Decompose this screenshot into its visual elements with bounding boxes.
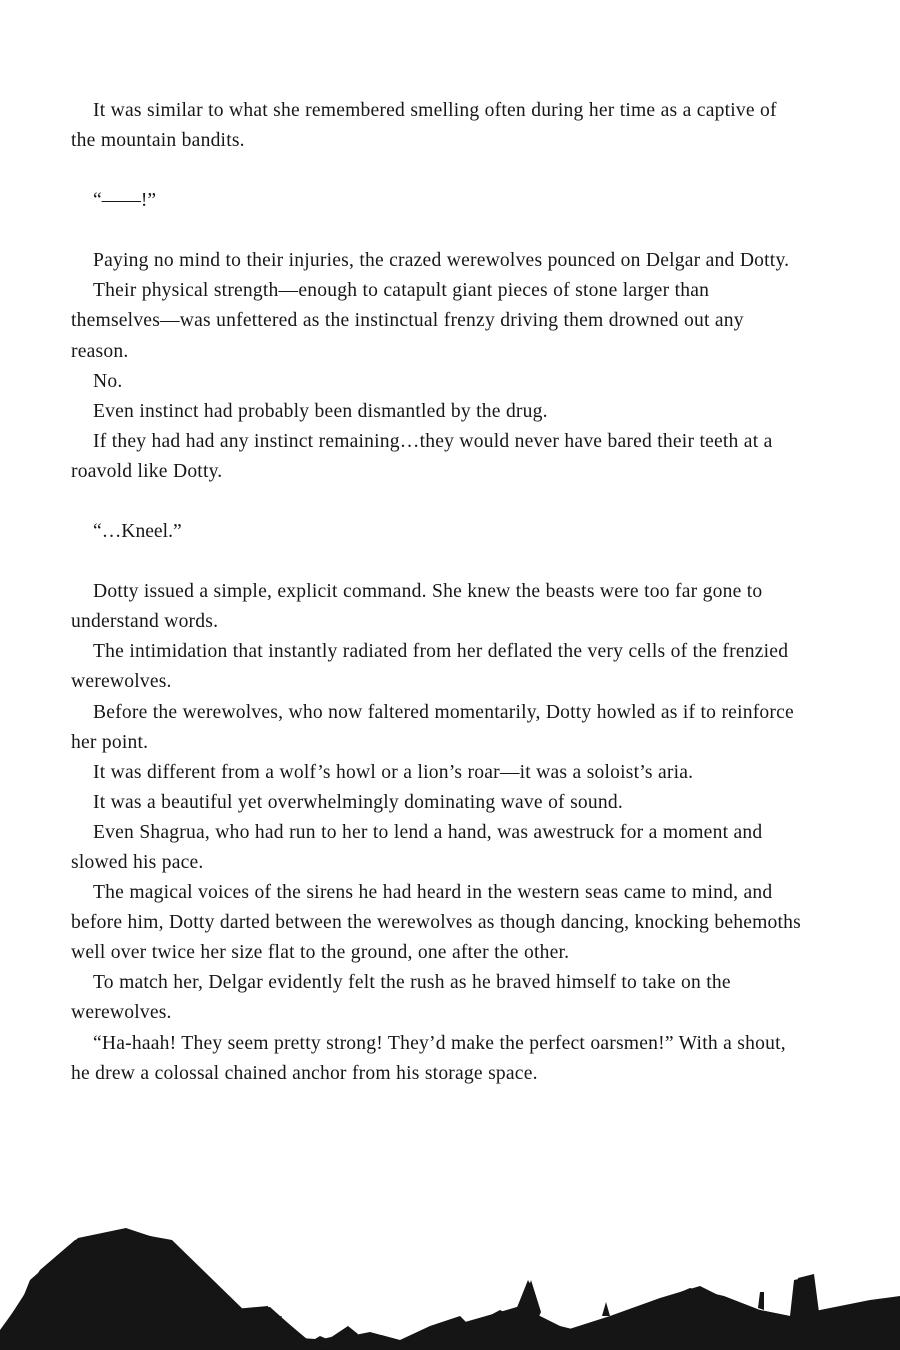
paragraph: Paying no mind to their injuries, the crazed werewolves pounced on Delgar and Dotty. (93, 250, 790, 272)
paragraph: To match her, Delgar evidently felt the rush as he braved himself to take on the werewolves. (71, 972, 731, 1024)
body-text-column (71, 96, 801, 1089)
paragraph: If they had had any instinct remaining…they would never have bared their teeth at a roavold like Dotty. (71, 430, 773, 482)
block-spacer (71, 216, 801, 246)
paragraph: It was a beautiful yet overwhelmingly dominating wave of sound. (93, 791, 623, 813)
paragraph: Even instinct had probably been dismantled by the drug. (93, 400, 548, 422)
paragraph: Before the werewolves, who now faltered momentarily, Dotty howled as if to reinforce her point. (71, 701, 794, 753)
paragraph: Dotty issued a simple, explicit command. She knew the beasts were too far gone to understand words. (71, 581, 763, 633)
dialogue-line: “…Kneel.” (93, 521, 182, 543)
block-spacer (71, 547, 801, 577)
paragraph: No. (93, 370, 123, 392)
paragraph: The intimidation that instantly radiated from her deflated the very cells of the frenzied werewolves. (71, 641, 789, 693)
paragraph: Their physical strength—enough to catapult giant pieces of stone larger than themselves—was unfettered as the instinctual frenzy driving them drowned out any reason. (71, 280, 744, 362)
dialogue-line: “——!” (93, 190, 157, 212)
paragraph: “Ha-haah! They seem pretty strong! They’d make the perfect oarsmen!” With a shout, he drew a colossal chained anchor from his storage space. (71, 1032, 786, 1084)
paragraph: Even Shagrua, who had run to her to lend a hand, was awestruck for a moment and slowed his pace. (71, 821, 763, 873)
rubble-silhouette-illustration (0, 1120, 900, 1350)
rubble-silhouette-shapes (0, 1228, 900, 1350)
paragraph: The magical voices of the sirens he had heard in the western seas came to mind, and before him, Dotty darted between the werewolves as though dancing, knocking behemoths well over twice her size flat to the ground, one after the other. (71, 882, 801, 964)
paragraph: It was similar to what she remembered smelling often during her time as a captive of the mountain bandits. (71, 100, 777, 152)
paragraph: It was different from a wolf’s howl or a lion’s roar—it was a soloist’s aria. (93, 761, 694, 783)
block-spacer (71, 487, 801, 517)
block-spacer (71, 156, 801, 186)
